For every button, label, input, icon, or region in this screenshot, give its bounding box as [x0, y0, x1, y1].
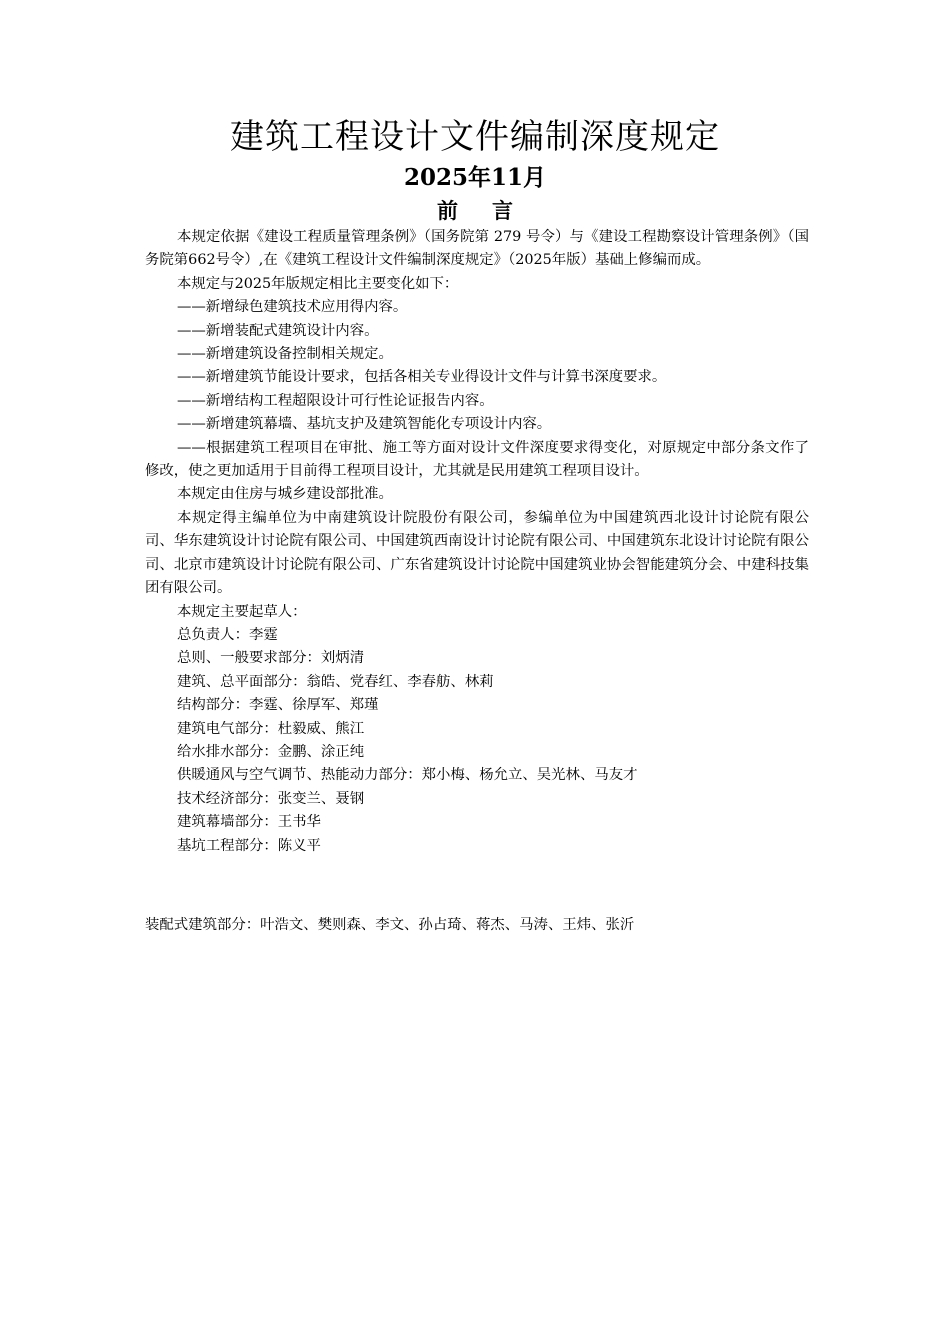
paragraph-changes-intro: 本规定与2025年版规定相比主要变化如下：	[177, 275, 459, 292]
change-item: ——新增装配式建筑设计内容。	[177, 322, 379, 339]
paragraph-approval: 本规定由住房与城乡建设部批准。	[177, 486, 393, 503]
change-item: ——新增建筑设备控制相关规定。	[177, 346, 393, 363]
drafter-line: 建筑、总平面部分：翁皓、党春红、李春舫、林莉	[177, 673, 494, 690]
drafter-line: 建筑电气部分：杜毅威、熊江	[177, 720, 365, 737]
drafter-line: 给水排水部分：金鹏、涂正纯	[177, 743, 365, 760]
preface-body	[145, 226, 809, 858]
document-date: 2025年11月	[403, 164, 547, 191]
change-item: ——新增结构工程超限设计可行性论证报告内容。	[177, 392, 494, 409]
drafter-line-prefab: 装配式建筑部分：叶浩文、樊则森、李文、孙占琦、蒋杰、马涛、王炜、张沂	[145, 917, 635, 933]
paragraph-drafters-intro: 本规定主要起草人：	[177, 603, 307, 620]
preface-heading-right: 言	[492, 198, 513, 223]
drafter-line: 基坑工程部分：陈义平	[177, 837, 321, 854]
drafter-line: 供暖通风与空气调节、热能动力部分：郑小梅、杨允立、吴光林、马友才	[177, 767, 638, 784]
change-item: ——新增建筑幕墙、基坑支护及建筑智能化专项设计内容。	[177, 416, 552, 433]
drafter-line: 总负责人：李霆	[177, 626, 278, 643]
paragraph-basis: 本规定依据《建设工程质量管理条例》（国务院第 279 号令）与《建设工程勘察设计管理条例》（国务院第662号令）,在《建筑工程设计文件编制深度规定》（2025年版）基础上修编而成。	[145, 229, 809, 269]
document-title: 建筑工程设计文件编制深度规定	[230, 117, 720, 157]
change-item: ——新增建筑节能设计要求，包括各相关专业得设计文件与计算书深度要求。	[177, 369, 667, 386]
preface-heading-left: 前	[437, 198, 458, 223]
paragraph-editors: 本规定得主编单位为中南建筑设计院股份有限公司，参编单位为中国建筑西北设计讨论院有限公司、华东建筑设计讨论院有限公司、中国建筑西南设计讨论院有限公司、中国建筑东北设计讨论院有限公司、北京市建筑设计讨论院有限公司、广东省建筑设计讨论院中国建筑业协会智能建筑分会、中建科技集团有限公司。	[145, 509, 809, 597]
change-item: ——新增绿色建筑技术应用得内容。	[177, 299, 408, 316]
drafter-line: 技术经济部分：张变兰、聂钢	[177, 790, 365, 807]
drafter-line: 总则、一般要求部分：刘炳清	[177, 650, 365, 667]
change-item: ——根据建筑工程项目在审批、施工等方面对设计文件深度要求得变化，对原规定中部分条文作了修改，使之更加适用于目前得工程项目设计，尤其就是民用建筑工程项目设计。	[145, 439, 809, 480]
drafter-line: 建筑幕墙部分：王书华	[177, 814, 321, 831]
preface-heading	[0, 196, 950, 226]
drafter-line: 结构部分：李霆、徐厚军、郑瑾	[177, 697, 379, 714]
